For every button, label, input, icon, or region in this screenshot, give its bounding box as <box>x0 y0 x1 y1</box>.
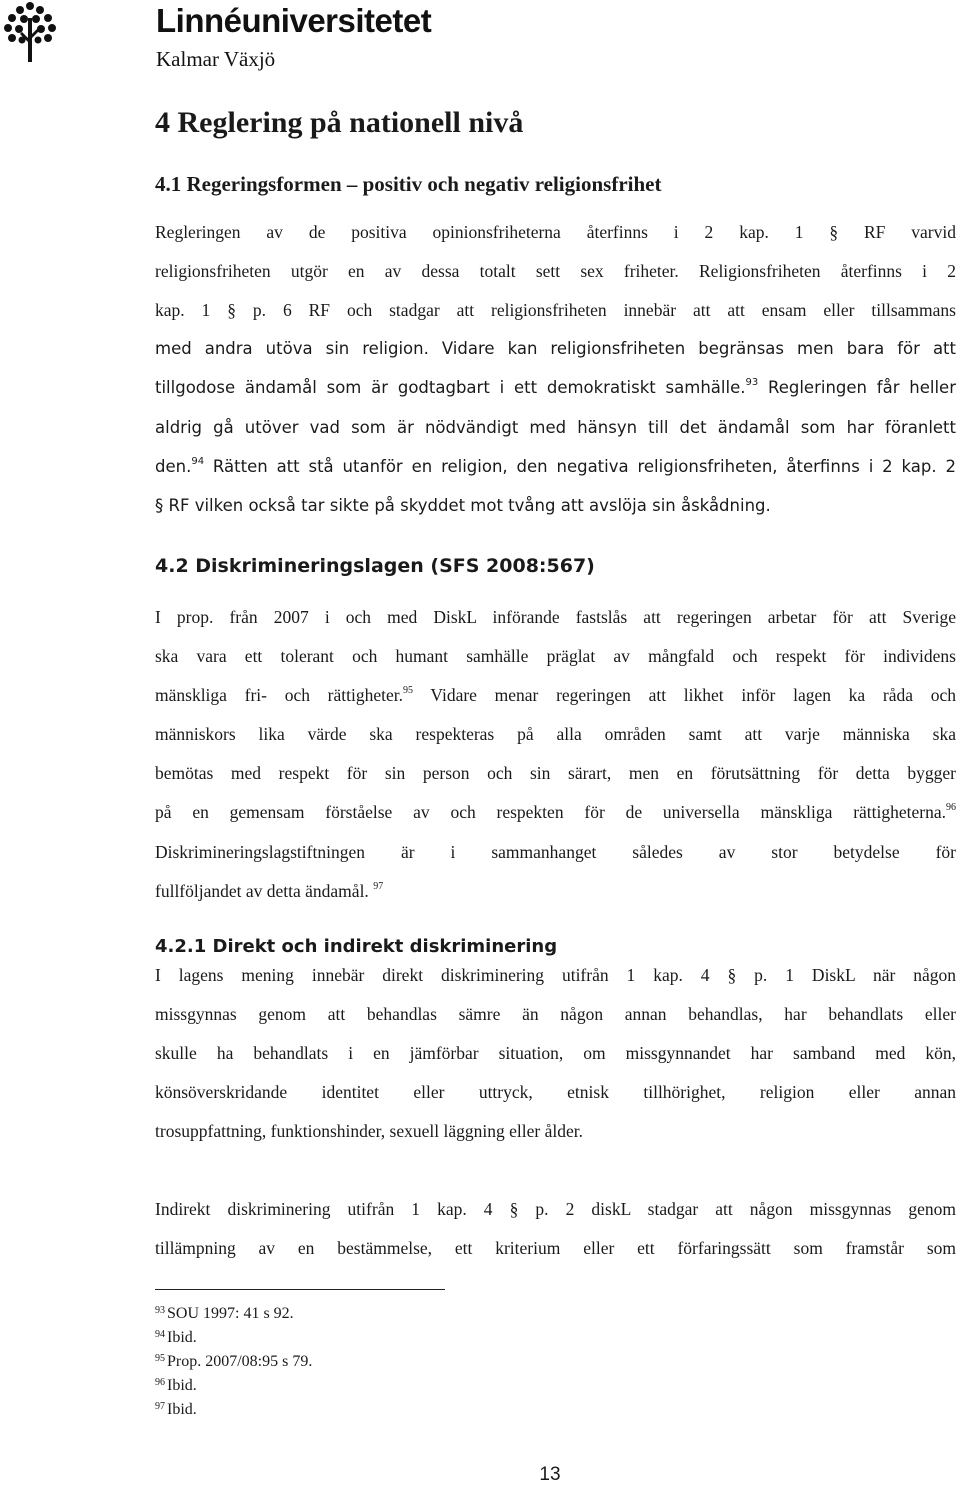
footnote-ref: 97 <box>373 881 384 892</box>
footnote: $^{93}$ SOU 1997: 41 s 92. <box>155 1305 294 1322</box>
paragraph-line: trosuppfattning, funktionshinder, sexuell läggning eller ålder. <box>155 1121 583 1141</box>
footnote-ref: 93 <box>745 377 759 388</box>
paragraph-line: fullföljandet av detta ändamål. $^{97}$ <box>155 881 384 901</box>
paragraph-line: könsöverskridande identitet eller uttryck, etnisk tillhörighet, religion eller annan <box>155 1082 956 1102</box>
section-heading-4-2-1: 4.2.1 Direkt och indirekt diskriminering <box>155 936 558 957</box>
paragraph-line: skulle ha behandlats i en jämförbar situation, om missgynnandet har samband med kön, <box>155 1043 956 1063</box>
footnote: $^{95}$ Prop. 2007/08:95 s 79. <box>155 1353 313 1370</box>
paragraph-line: tillgodose ändamål som är godtagbart i ett demokratiskt samhälle.$^{93}$ Regleringen får heller <box>155 377 956 397</box>
paragraph-line: aldrig gå utöver vad som är nödvändigt med hänsyn till det ändamål som har föranlett <box>155 418 956 437</box>
paragraph-line: Diskrimineringslagstiftningen är i sammanhanget således av stor betydelse för <box>155 842 956 862</box>
paragraph-line: Regleringen av de positiva opinionsfriheterna återfinns i 2 kap. 1 § RF varvid <box>155 222 956 242</box>
university-campus: Kalmar Växjö <box>156 47 276 71</box>
paragraph-line: mänskliga fri- och rättigheter.$^{95}$ Vidare menar regeringen att likhet inför lagen ka råda och <box>155 685 956 705</box>
chapter-title: 4 Reglering på nationell nivå <box>155 106 524 139</box>
page-number: 13 <box>539 1464 561 1485</box>
paragraph-line: tillämpning av en bestämmelse, ett kriterium eller ett förfaringssätt som framstår som <box>155 1238 956 1258</box>
section-heading-4-1: 4.1 Regeringsformen – positiv och negativ religionsfrihet <box>155 172 662 196</box>
footnote-separator <box>155 1289 445 1290</box>
footnote-ref: 96 <box>946 802 956 813</box>
tree-logo-icon <box>0 0 60 62</box>
paragraph-line: kap. 1 § p. 6 RF och stadgar att religionsfriheten innebär att att ensam eller tillsammans <box>155 300 956 320</box>
university-name: Linnéuniversitetet <box>156 2 432 39</box>
paragraph-line: med andra utöva sin religion. Vidare kan religionsfriheten begränsas men bara för att <box>155 339 956 358</box>
section-heading-4-2: 4.2 Diskrimineringslagen (SFS 2008:567) <box>155 555 595 577</box>
paragraph-line: religionsfriheten utgör en av dessa totalt sett sex friheter. Religionsfriheten återfinns i 2 <box>155 261 956 281</box>
footnote: $^{96}$ Ibid. <box>155 1377 197 1394</box>
paragraph-line: människors lika värde ska respekteras på alla områden samt att varje människa ska <box>155 724 956 744</box>
paragraph-line: på en gemensam förståelse av och respekten för de universella mänskliga rättigheterna.$^{96}$ <box>155 802 956 822</box>
paragraph-line: den.$^{94}$ Rätten att stå utanför en religion, den negativa religionsfriheten, återfinns i 2 kap. 2 <box>155 456 956 476</box>
university-logo <box>0 0 560 80</box>
footnote: $^{97}$ Ibid. <box>155 1401 197 1418</box>
paragraph-line: I lagens mening innebär direkt diskriminering utifrån 1 kap. 4 § p. 1 DiskL när någon <box>155 965 957 985</box>
footnote-ref: 95 <box>402 685 413 696</box>
paragraph-line: § RF vilken också tar sikte på skyddet mot tvång att avslöja sin åskådning. <box>155 496 771 515</box>
paragraph-line: Indirekt diskriminering utifrån 1 kap. 4 § p. 2 diskL stadgar att någon missgynnas genom <box>155 1199 956 1219</box>
paragraph-line: bemötas med respekt för sin person och sin särart, men en förutsättning för detta bygger <box>155 763 956 783</box>
paragraph-line: I prop. från 2007 i och med DiskL införande fastslås att regeringen arbetar för att Sverige <box>155 607 956 627</box>
footnote: $^{94}$ Ibid. <box>155 1329 197 1346</box>
paragraph-line: missgynnas genom att behandlas sämre än någon annan behandlas, har behandlats eller <box>155 1004 956 1024</box>
footnote-ref: 94 <box>191 456 205 467</box>
paragraph-line: ska vara ett tolerant och humant samhälle präglat av mångfald och respekt för individens <box>155 646 956 666</box>
